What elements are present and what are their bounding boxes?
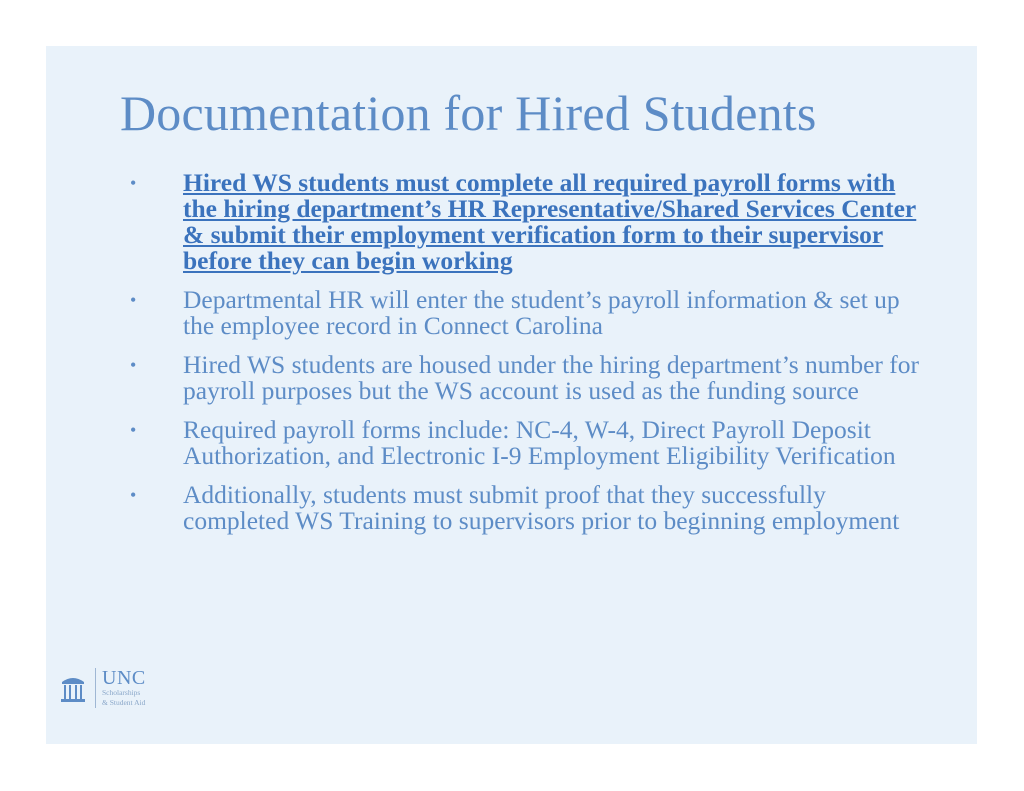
logo-name: UNC xyxy=(102,667,146,689)
bullet-item-1 xyxy=(130,170,920,274)
logo-text xyxy=(102,668,146,708)
bullet-dot: • xyxy=(130,420,137,440)
logo-subtitle-line-1: Scholarships xyxy=(102,688,141,697)
slide xyxy=(46,46,977,744)
bullet-text: Additionally, students must submit proof that they successfully completed WS Training to supervisors prior to beginning employment xyxy=(183,480,900,535)
bullet-dot: • xyxy=(130,355,137,375)
bullet-dot: • xyxy=(130,173,137,193)
logo-divider xyxy=(95,668,96,708)
bullet-item-4 xyxy=(130,417,920,469)
bullet-text: Departmental HR will enter the student’s payroll information & set up the employee record in Connect Carolina xyxy=(183,285,900,340)
bullet-dot: • xyxy=(130,290,137,310)
bullet-item-2 xyxy=(130,287,920,339)
unc-logo xyxy=(60,666,146,710)
bullet-item-5 xyxy=(130,482,920,534)
old-well-icon xyxy=(60,673,86,703)
bullet-text: Hired WS students are housed under the hiring department’s number for payroll purposes but the WS account is used as the funding source xyxy=(183,350,920,405)
logo-subtitle-line-2: & Student Aid xyxy=(102,698,146,707)
bullet-text-emphasized: Hired WS students must complete all required payroll forms with the hiring department’s HR Representative/Shared Services Center & submit their employment verification form to their supervisor before they can begin working xyxy=(183,168,917,275)
bullet-dot: • xyxy=(130,485,137,505)
bullet-item-3 xyxy=(130,352,920,404)
slide-title: Documentation for Hired Students xyxy=(120,85,817,141)
bullet-text: Required payroll forms include: NC-4, W-4, Direct Payroll Deposit Authorization, and Electronic I-9 Employment Eligibility Verification xyxy=(183,415,896,470)
bullet-list xyxy=(130,170,920,547)
